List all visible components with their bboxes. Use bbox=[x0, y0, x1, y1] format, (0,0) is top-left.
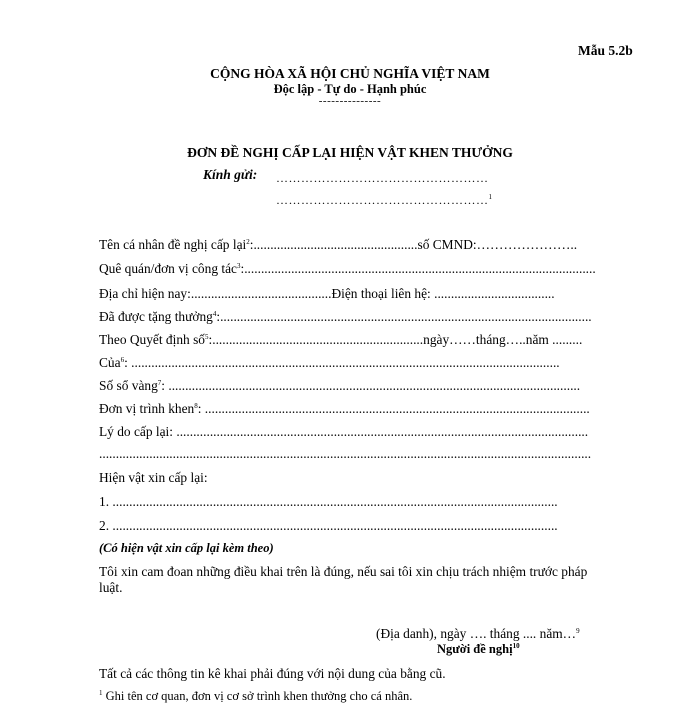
national-motto: Độc lập - Tự do - Hạnh phúc bbox=[273, 82, 427, 96]
field-fill[interactable]: :................................................. bbox=[249, 237, 418, 252]
form-field[interactable] bbox=[99, 261, 601, 277]
place-date bbox=[376, 626, 580, 642]
field-fill[interactable]: :......................................................................................................... bbox=[240, 261, 596, 276]
footnote-ref: 9 bbox=[576, 627, 580, 635]
field-label: Đã được tặng thưởng bbox=[99, 309, 213, 324]
footnote-text: Ghi tên cơ quan, đơn vị cơ sở trình khen thưởng cho cá nhân. bbox=[102, 689, 413, 703]
footnote-ref: 1 bbox=[488, 193, 493, 201]
footnote-ref: 2 bbox=[246, 238, 250, 246]
field-fill[interactable]: .......................................... bbox=[190, 286, 332, 301]
place-date-text: (Địa danh), ngày …. tháng .... năm… bbox=[376, 626, 577, 641]
form-field[interactable] bbox=[99, 332, 601, 348]
field-fill[interactable]: : ................................................................................................................... bbox=[197, 401, 590, 416]
footer-note: Tất cả các thông tin kê khai phải đúng với nội dung của bằng cũ. bbox=[99, 666, 446, 681]
field-label: Của bbox=[99, 355, 121, 370]
field-fill[interactable]: :............................................................................................................... bbox=[216, 309, 592, 324]
form-title: ĐƠN ĐỀ NGHỊ CẤP LẠI HIỆN VẬT KHEN THƯỞNG bbox=[187, 145, 513, 160]
field-label: Theo Quyết định số bbox=[99, 332, 205, 347]
commitment-line-2: luật. bbox=[99, 580, 123, 595]
field-label-secondary: ngày……tháng…..năm bbox=[423, 332, 549, 347]
field-fill-secondary[interactable]: ......... bbox=[548, 332, 583, 347]
form-field[interactable] bbox=[99, 286, 601, 302]
item-fill[interactable]: ..................................................................................................................................... bbox=[109, 518, 558, 533]
item-number: 1. bbox=[99, 494, 110, 509]
recipient-line-1[interactable]: …………………………………………… bbox=[276, 171, 489, 185]
item-row[interactable] bbox=[99, 494, 601, 510]
form-field[interactable] bbox=[99, 401, 601, 417]
form-field[interactable] bbox=[99, 378, 601, 394]
form-code: Mẫu 5.2b bbox=[578, 43, 633, 58]
field-label: Số sổ vàng bbox=[99, 378, 158, 393]
field-label-secondary: Điện thoại liên hệ: bbox=[331, 286, 435, 301]
field-fill[interactable]: :............................................................... bbox=[208, 332, 424, 347]
recipient-line-2-dots: …………………………………………… bbox=[276, 193, 489, 207]
recipient-line-2[interactable] bbox=[276, 193, 493, 208]
field-label: Địa chỉ hiện nay: bbox=[99, 286, 191, 301]
footnote-ref: 8 bbox=[194, 402, 198, 410]
field-fill[interactable]: ........................................................................................................................... bbox=[173, 424, 589, 439]
field-label: Tên cá nhân đề nghị cấp lại bbox=[99, 237, 247, 252]
footnote-ref: 5 bbox=[205, 333, 209, 341]
footnote-ref: 6 bbox=[120, 356, 125, 364]
items-heading: Hiện vật xin cấp lại: bbox=[99, 470, 208, 485]
country-name: CỘNG HÒA XÃ HỘI CHỦ NGHĨA VIỆT NAM bbox=[210, 66, 490, 81]
field-label-secondary: số CMND: bbox=[417, 237, 477, 252]
blank-line[interactable]: ................................................................................................................................................... bbox=[99, 446, 592, 461]
form-field[interactable] bbox=[99, 355, 601, 371]
field-label: Quê quán/đơn vị công tác bbox=[99, 261, 237, 276]
form-field[interactable] bbox=[99, 237, 601, 253]
items-note: (Có hiện vật xin cấp lại kèm theo) bbox=[99, 541, 274, 555]
header-divider: --------------- bbox=[318, 95, 382, 107]
commitment-line-1: Tôi xin cam đoan những điều khai trên là đúng, nếu sai tôi xin chịu trách nhiệm trước pháp bbox=[99, 564, 588, 579]
item-number: 2. bbox=[99, 518, 110, 533]
field-fill[interactable]: : ................................................................................................................................ bbox=[124, 355, 560, 370]
signer-label bbox=[437, 642, 520, 657]
signer-text: Người đề nghị bbox=[437, 642, 513, 656]
field-fill-secondary[interactable]: ………………….. bbox=[476, 237, 578, 252]
item-fill[interactable]: ..................................................................................................................................... bbox=[109, 494, 558, 509]
field-label: Lý do cấp lại: bbox=[99, 424, 173, 439]
footnote-number: 1 bbox=[99, 689, 103, 697]
field-fill-secondary[interactable]: .................................... bbox=[434, 286, 555, 301]
footnote-1 bbox=[99, 688, 601, 704]
item-row[interactable] bbox=[99, 518, 601, 534]
field-label: Đơn vị trình khen bbox=[99, 401, 195, 416]
recipient-label: Kính gửi: bbox=[203, 167, 258, 182]
footnote-ref: 3 bbox=[236, 262, 241, 270]
form-field[interactable] bbox=[99, 309, 601, 325]
footnote-ref: 10 bbox=[512, 642, 520, 650]
footnote-ref: 7 bbox=[157, 379, 162, 387]
field-fill[interactable]: : ........................................................................................................................... bbox=[161, 378, 581, 393]
form-field[interactable] bbox=[99, 424, 601, 440]
footnote-ref: 4 bbox=[212, 310, 217, 318]
